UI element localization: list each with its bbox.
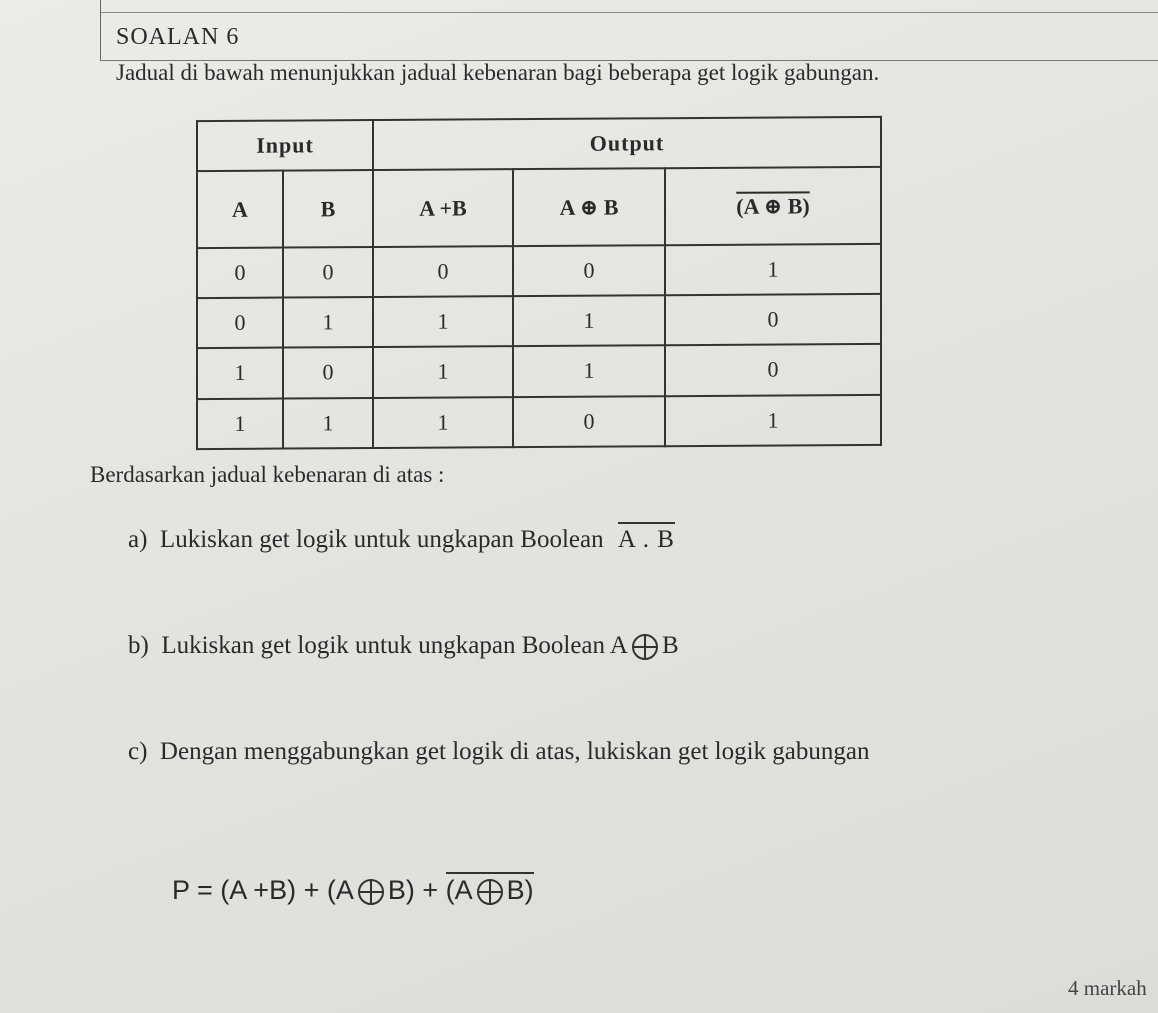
cell: 1	[373, 347, 513, 398]
question-b	[128, 632, 679, 662]
col-a-xor-b: A ⊕ B	[513, 169, 665, 246]
formula-overlined-term	[446, 872, 534, 907]
question-a-text: Lukiskan get logik untuk ungkapan Boolean	[159, 526, 604, 553]
col-a-or-b: A +B	[373, 169, 513, 246]
cell: 1	[373, 397, 513, 448]
question-b-expr-left: A	[609, 632, 628, 659]
truth-table	[196, 116, 882, 450]
question-a-expression: A . B	[618, 522, 675, 554]
question-intro: Jadual di bawah menunjukkan jadual kebenaran bagi beberapa get logik gabungan.	[116, 60, 880, 85]
question-b-expr-right: B	[661, 632, 679, 659]
question-a-label: a)	[128, 526, 148, 553]
cell: 0	[283, 247, 373, 298]
question-c-label: c)	[128, 738, 148, 765]
prompt-text: Berdasarkan jadual kebenaran di atas :	[90, 462, 445, 487]
col-not-a-xor-b	[665, 167, 881, 245]
cell: 1	[197, 348, 283, 399]
cell: 0	[665, 294, 881, 346]
cell: 0	[283, 347, 373, 398]
marks-label: 4 markah	[1068, 976, 1147, 1000]
table-row	[197, 244, 881, 298]
cell: 0	[665, 344, 881, 396]
cell: 0	[373, 246, 513, 297]
cell: 0	[197, 247, 283, 298]
col-a: A	[197, 171, 283, 248]
xor-icon	[630, 632, 660, 662]
cell: 1	[283, 297, 373, 348]
input-group-header: Input	[197, 120, 373, 171]
question-a	[128, 522, 675, 554]
question-header-box	[100, 0, 1158, 61]
question-title: SOALAN 6	[116, 24, 240, 50]
xor-icon	[356, 877, 386, 907]
formula-mid: B) +	[387, 875, 439, 905]
xor-icon	[475, 877, 505, 907]
cell: 1	[513, 346, 665, 397]
table-row	[197, 395, 881, 450]
formula-lhs: P = (A +B) + (A	[172, 875, 354, 905]
truth-table-column-header	[197, 167, 881, 248]
truth-table-group-header	[197, 117, 881, 171]
col-b: B	[283, 170, 373, 247]
cell: 1	[197, 398, 283, 449]
cell: 1	[283, 398, 373, 449]
cell: 0	[513, 245, 665, 296]
col-not-a-xor-b-label: (A ⊕ B)	[736, 192, 810, 219]
output-group-header: Output	[373, 117, 881, 170]
formula-ov-right: B)	[506, 875, 534, 905]
cell: 0	[513, 396, 665, 447]
question-b-text: Lukiskan get logik untuk ungkapan Boolean	[161, 632, 606, 659]
question-c	[128, 738, 870, 766]
cell: 0	[197, 298, 283, 349]
question-b-label: b)	[128, 632, 149, 659]
cell: 1	[513, 295, 665, 346]
table-row	[197, 344, 881, 398]
cell: 1	[373, 296, 513, 347]
cell: 1	[665, 395, 881, 447]
formula-ov-left: (A	[445, 875, 473, 905]
question-c-text: Dengan menggabungkan get logik di atas, lukiskan get logik gabungan	[159, 738, 870, 765]
table-row	[197, 294, 881, 348]
boolean-formula	[172, 872, 534, 907]
cell: 1	[665, 244, 881, 296]
